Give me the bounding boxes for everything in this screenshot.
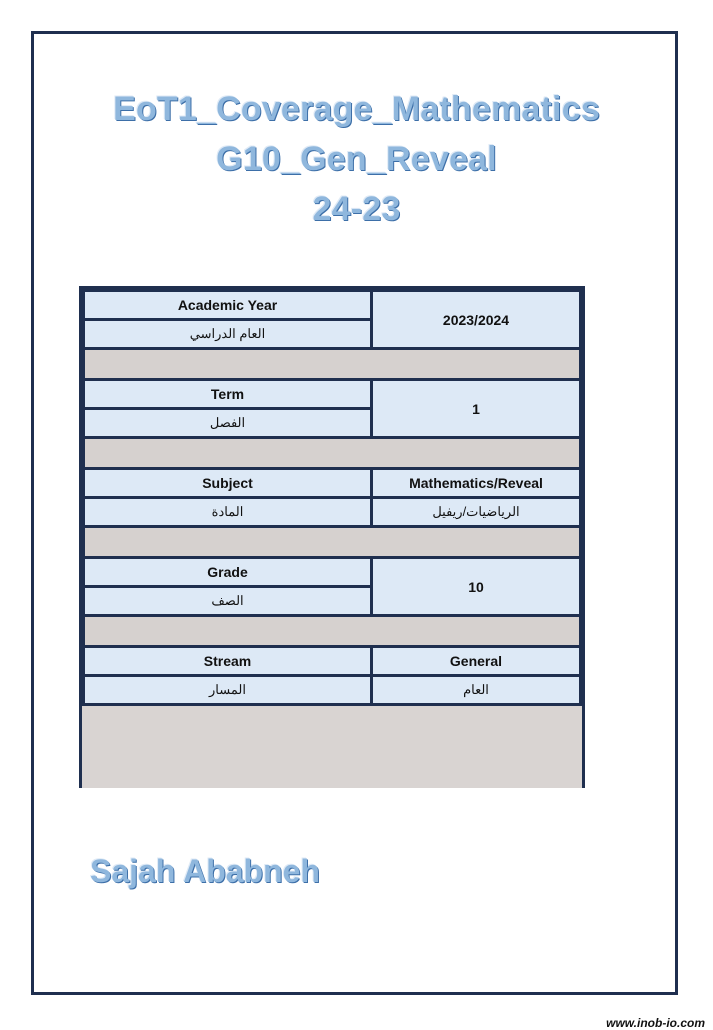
grade-label-en: Grade — [84, 558, 372, 587]
term-label-en: Term — [84, 380, 372, 409]
table-separator-row — [84, 616, 581, 647]
stream-label-ar: المسار — [84, 676, 372, 705]
table-separator-row — [84, 527, 581, 558]
table-separator-row — [84, 438, 581, 469]
title-line-1: EoT1_Coverage_Mathematics — [113, 90, 600, 128]
grade-label-ar: الصف — [84, 587, 372, 616]
watermark: www.inob-io.com — [606, 1016, 705, 1030]
table-row — [84, 558, 581, 587]
table-row — [84, 469, 581, 498]
term-value: 1 — [372, 380, 581, 438]
info-table — [79, 286, 585, 788]
title-line-3: 24-23 — [312, 190, 401, 228]
table-row — [84, 676, 581, 705]
subject-label-ar: المادة — [84, 498, 372, 527]
stream-value-en: General — [372, 647, 581, 676]
academic-year-value: 2023/2024 — [372, 291, 581, 349]
academic-year-label-en: Academic Year — [84, 291, 372, 320]
title-line-2: G10_Gen_Reveal — [216, 140, 497, 178]
subject-value-en: Mathematics/Reveal — [372, 469, 581, 498]
academic-year-label-ar: العام الدراسي — [84, 320, 372, 349]
table-row — [84, 498, 581, 527]
table-separator-row — [84, 349, 581, 380]
subject-value-ar: الرياضيات/ريفيل — [372, 498, 581, 527]
subject-label-en: Subject — [84, 469, 372, 498]
grade-value: 10 — [372, 558, 581, 616]
table-row — [84, 291, 581, 320]
table-row — [84, 647, 581, 676]
stream-label-en: Stream — [84, 647, 372, 676]
table-row — [84, 380, 581, 409]
author-name: Sajah Ababneh — [90, 853, 320, 889]
term-label-ar: الفصل — [84, 409, 372, 438]
stream-value-ar: العام — [372, 676, 581, 705]
